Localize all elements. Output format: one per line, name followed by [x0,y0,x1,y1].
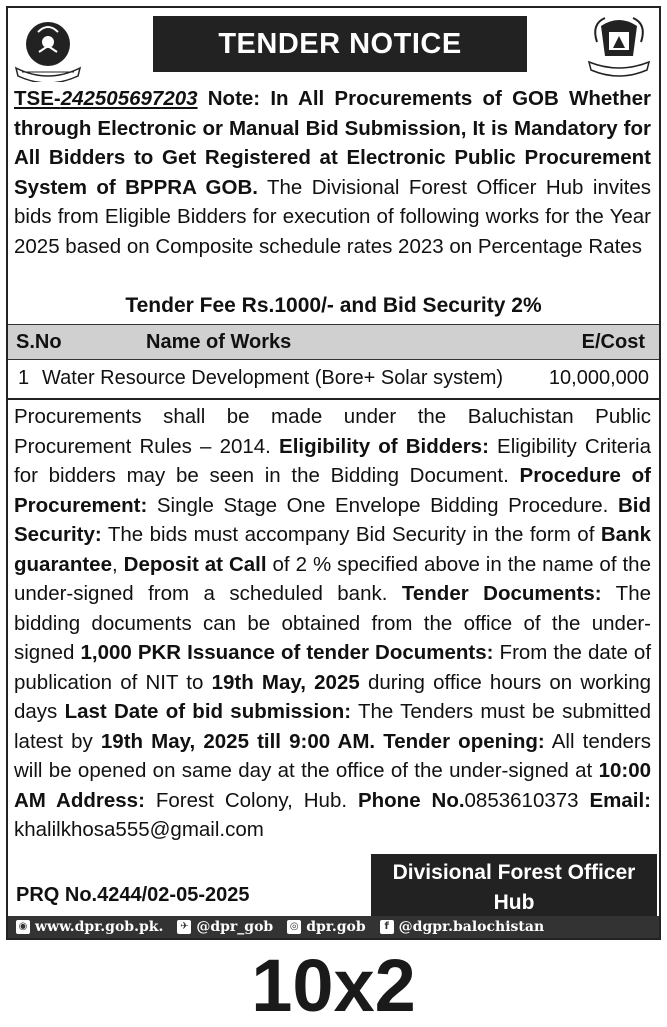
details-paragraph: Procurements shall be made under the Baluchistan Public Procurement Rules – 2014. Eligibility of Bidders: Eligibility Criteria for bidders may be seen in the Bidding Document. Procedure of Procurement: Single Stage One Envelope Bidding Procedure. Bid Security: The bids must accompany Bid Security in the form of Bank guarantee, Deposit at Call of 2 % specified above in the name of the under-signed from a scheduled bank. Tender Documents: The bidding documents can be obtained from the office of the under-signed 1,000 PKR Issuance of tender Documents: From the date of publication of NIT to 19th May, 2025 during office hours on working days Last Date of bid submission: The Tenders must be submitted latest by 19th May, 2025 till 9:00 AM. Tender opening: All tenders will be opened on same day at the office of the under-signed at 10:00 AM Address: Forest Colony, Hub. Phone No.0853610373 Email: khalilkhosa555@gmail.com [14,405,652,841]
intro-paragraph [14,84,651,261]
email-text: khalilkhosa555@gmail.com [14,818,264,841]
tse-reference: TSE-242505697203 [14,87,198,110]
footer-bar [8,916,659,938]
tender-fee-line: Tender Fee Rs.1000/- and Bid Security 2% [125,294,542,317]
footer-website[interactable]: ◉ www.dpr.gob.pk. [16,916,163,938]
forest-department-emblem-icon [583,12,655,82]
globe-icon: ◉ [16,920,30,934]
header-name-of-works: Name of Works [146,331,292,353]
footer-facebook[interactable]: f @dgpr.balochistan [380,916,544,938]
prq-number: PRQ No.4244/02-05-2025 [16,884,250,906]
footer-twitter[interactable]: ✈ @dpr_gob [177,916,273,938]
signoff-location: Hub [493,891,535,914]
ad-size-label: 10x2 [251,944,416,1027]
tender-notice [6,6,661,940]
header-sno: S.No [16,331,62,353]
facebook-icon: f [380,920,394,934]
row-name-of-work: Water Resource Development (Bore+ Solar system) [42,367,504,389]
signoff-designation: Divisional Forest Officer [392,861,636,884]
balochistan-emblem-icon [12,12,84,82]
works-table-header [8,324,659,360]
twitter-icon: ✈ [177,920,191,934]
signoff-box [371,854,657,920]
instagram-icon: ◎ [287,920,301,934]
row-sno: 1 [18,367,30,389]
row-cost: 10,000,000 [548,367,649,389]
footer-instagram[interactable]: ◎ dpr.gob [287,916,365,938]
table-row [8,358,659,400]
registration-note: Note: In All Procurements of GOB Whether through Electronic or Manual Bid Submission, It is Mandatory for All Bidders to Get Registered at Electronic Public Procurement System of BPPRA GOB. [14,87,651,199]
notice-title: TENDER NOTICE [153,16,527,72]
intro-text: The Divisional Forest Officer Hub invites bids from Eligible Bidders for execution of following works for the Year 2025 based on Composite schedule rates 2023 on Percentage Rates [14,175,651,258]
header-estimated-cost: E/Cost [581,331,645,353]
